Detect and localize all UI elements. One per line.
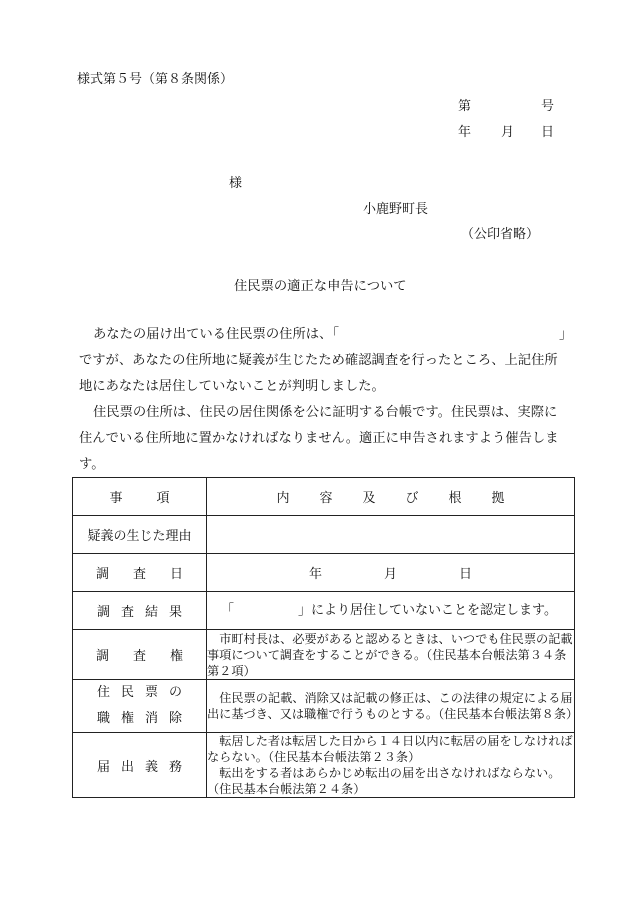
header-char: 事 — [109, 491, 123, 506]
investigation-table — [72, 477, 579, 798]
label-char: 査 — [132, 649, 146, 664]
label-char: 結 — [145, 605, 159, 620]
addressee-honorific: 様 — [229, 176, 243, 191]
seal-note: （公印省略） — [461, 227, 540, 242]
reason-label: 疑義の生じた理由 — [73, 516, 207, 554]
label-char: 消 — [145, 711, 159, 726]
label-char: 果 — [169, 605, 183, 620]
duty-text-1: 転居した者は転居した日から１４日以内に転居の届をしなければならない。（住民基本台帳法第２３条） — [207, 734, 573, 764]
body-text: 」 — [559, 327, 573, 342]
label-char: 票 — [145, 685, 159, 700]
body-line: 地にあなたは居住していないことが判明しました。 — [79, 379, 385, 394]
table-row-date — [73, 554, 575, 592]
header-char: 内 — [276, 491, 290, 506]
label-char: 出 — [120, 759, 134, 775]
table-header-row — [73, 478, 575, 516]
result-text: 」により居住していないことを認定します。 — [298, 602, 557, 618]
body-line — [79, 322, 579, 348]
body-line — [79, 400, 579, 426]
duty-value — [207, 733, 575, 798]
label-char: 義 — [145, 759, 159, 775]
body-line: す。 — [79, 457, 105, 472]
label-char: 権 — [170, 649, 184, 664]
date-day-label: 日 — [459, 567, 473, 582]
issuer-name: 小鹿野町長 — [363, 202, 429, 217]
record-value — [207, 680, 579, 733]
authority-value — [207, 630, 575, 680]
result-value — [207, 592, 575, 630]
header-char: び — [405, 491, 419, 506]
issue-date — [458, 121, 554, 140]
label-char: 調 — [96, 605, 110, 620]
table-row-result — [73, 592, 575, 630]
header-char: 項 — [156, 491, 170, 506]
date-month-label: 月 — [383, 567, 397, 582]
table-row-record — [73, 680, 575, 733]
date-label — [73, 554, 207, 592]
record-label-line-2 — [73, 706, 206, 732]
body-paragraph-2 — [79, 400, 579, 478]
date-day-label: 日 — [541, 125, 555, 140]
record-text: 住民票の記載、消除又は記載の修正は、この法律の規定による届出に基づき、又は職権で行うものとする。（住民基本台帳法第８条） — [207, 691, 579, 721]
label-char: 職 — [96, 711, 110, 726]
date-value — [207, 554, 575, 592]
label-char: 務 — [169, 759, 183, 775]
result-open-bracket: 「 — [221, 602, 235, 618]
body-text: 住民票の住所は、住民の居住関係を公に証明する台帳です。住民票は、実際に — [93, 405, 558, 420]
body-paragraph-1 — [79, 322, 579, 400]
body-text: あなたの届け出ている住民票の住所は、「 — [93, 327, 339, 342]
body-line: ですが、あなたの住所地に疑義が生じたため確認調査を行ったところ、上記住所 — [79, 353, 558, 368]
form-number: 様式第５号（第８条関係） — [77, 72, 234, 87]
result-label — [73, 592, 207, 630]
header-item-cell — [73, 478, 207, 516]
label-char: 調 — [95, 649, 109, 664]
doc-no-suffix: 号 — [541, 99, 555, 114]
label-char: 査 — [132, 567, 146, 582]
document-title: 住民票の適正な申告について — [234, 279, 407, 294]
table-row-authority — [73, 630, 575, 680]
label-char: 日 — [170, 567, 184, 582]
authority-text: 市町村長は、必要があると認めるときは、いつでも住民票の記載事項について調査をすることができる。（住民基本台帳法第３４条第２項） — [207, 631, 573, 678]
authority-label — [73, 630, 207, 680]
label-char: 届 — [96, 759, 110, 775]
table-row-duty — [73, 733, 575, 798]
label-char: 査 — [120, 605, 134, 620]
table-row-reason — [73, 516, 575, 554]
duty-label — [73, 733, 207, 798]
header-char: 及 — [362, 491, 376, 506]
record-label-line-1 — [73, 680, 206, 706]
header-char: 根 — [448, 491, 462, 506]
document-number — [458, 95, 554, 114]
date-year-label: 年 — [458, 125, 472, 140]
duty-text-2: 転出をする者はあらかじめ転出の届を出さなければならない。（住民基本台帳法第２４条） — [207, 766, 561, 796]
body-line: 住んでいる住所地に置かなければなりません。適正に申告されますよう催告しま — [79, 431, 559, 446]
label-char: 権 — [120, 711, 134, 726]
record-label — [73, 680, 207, 733]
label-char: の — [169, 685, 183, 700]
doc-no-prefix: 第 — [458, 99, 472, 114]
header-char: 拠 — [491, 491, 505, 506]
label-char: 除 — [169, 711, 183, 726]
date-month-label: 月 — [501, 125, 515, 140]
label-char: 住 — [96, 685, 110, 700]
header-content-cell — [207, 478, 575, 516]
label-char: 民 — [120, 685, 134, 700]
header-char: 容 — [319, 491, 333, 506]
reason-value — [207, 516, 575, 554]
label-char: 調 — [95, 567, 109, 582]
date-year-label: 年 — [308, 567, 322, 582]
